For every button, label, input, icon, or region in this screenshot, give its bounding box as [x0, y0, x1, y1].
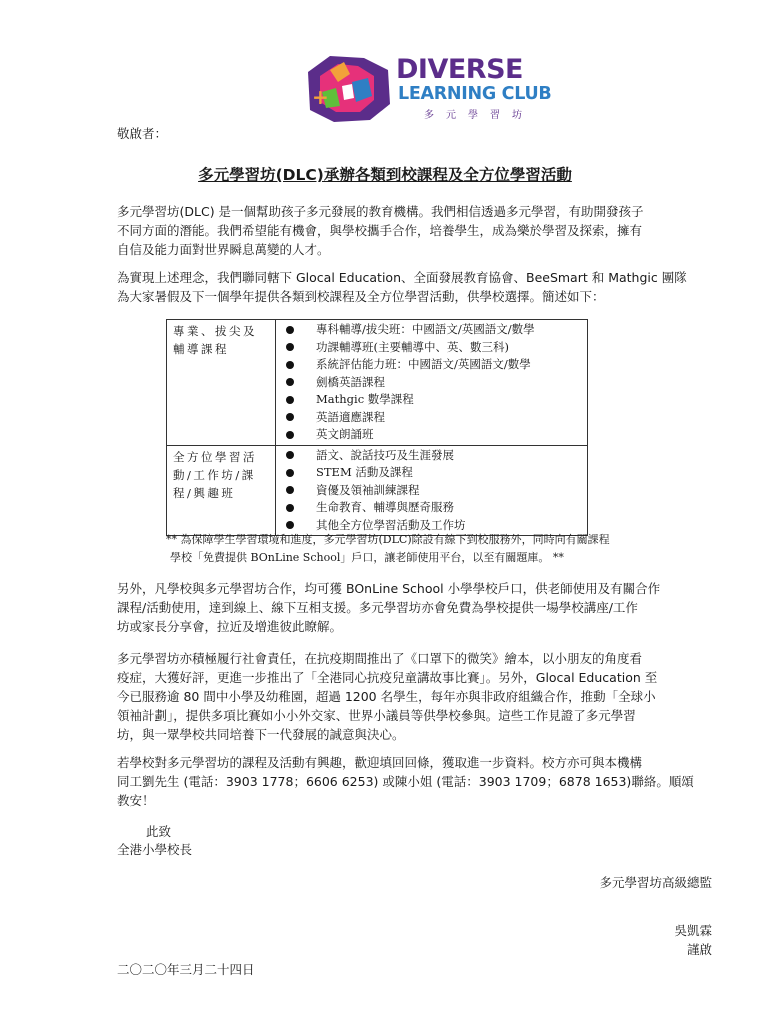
text-line: 多元學習坊(DLC) 是一個幫助孩子多元發展的教育機構。我們相信透過多元學習，有助開發孩子	[117, 204, 644, 219]
category-label: 全方位學習活	[173, 449, 257, 464]
list-item	[276, 391, 587, 409]
bullet-icon	[286, 396, 294, 404]
signature-word: 謹啟	[686, 942, 712, 957]
item-label: 劍橋英語課程	[316, 374, 385, 389]
text-line: 另外，凡學校與多元學習坊合作，均可獲 BOnLine School 小學學校戶口，供老師使用及有關合作	[117, 581, 661, 596]
social-responsibility-paragraph	[117, 649, 657, 744]
list-item	[276, 426, 587, 444]
bullet-icon	[286, 504, 294, 512]
text-line: 多元學習坊亦積極履行社會責任，在抗疫期間推出了《口罩下的微笑》繪本，以小朋友的角度看	[117, 651, 643, 666]
list-item	[276, 464, 587, 482]
list-item	[276, 374, 587, 392]
logo-title: DIVERSE	[396, 54, 523, 85]
item-label: 系統評估能力班：中國語文/英國語文/數學	[316, 357, 531, 371]
category-label: 輔導課程	[173, 342, 229, 356]
text-line: 今已服務逾 80 間中小學及幼稚園，超過 1200 名學生，每年亦與非政府組織合作，推動「全球小	[117, 689, 656, 704]
item-label: 專科輔導/拔尖班：中國語文/英國語文/數學	[316, 322, 535, 336]
bullet-icon	[286, 521, 294, 529]
sender-name: 吳凱霖	[674, 923, 712, 938]
intro-paragraph	[117, 202, 644, 259]
bullet-icon	[286, 451, 294, 459]
bullet-icon	[286, 343, 294, 351]
text-line: 坊，與一眾學校共同培養下一代發展的誠意與決心。	[117, 727, 405, 742]
mission-paragraph	[117, 268, 687, 306]
text-line: 為實現上述理念，我們聯同轄下 Glocal Education、全面發展教育協會、BeeSmart 和 Mathgic 團隊	[117, 270, 687, 285]
text-line: 坊或家長分享會，拉近及增進彼此瞭解。	[117, 619, 343, 634]
list-item	[276, 356, 587, 374]
letter-title: 多元學習坊(DLC)承辦各類到校課程及全方位學習活動	[198, 166, 572, 184]
closing-line: 此致	[146, 824, 172, 839]
note-line: ** 為保障學生學習環境和進度，多元學習坊(DLC)除設有線下到校服務外，同時向有關課程	[166, 533, 610, 546]
items-cell	[276, 445, 588, 536]
text-line: 同工劉先生 (電話：3903 1778；6606 6253) 或陳小姐 (電話：3903 1709；6878 1653)聯絡。順頌	[117, 774, 694, 789]
bullet-icon	[286, 378, 294, 386]
list-item	[276, 482, 587, 500]
letter-date: 二〇二〇年三月二十四日	[117, 962, 255, 977]
bullet-icon	[286, 361, 294, 369]
svg-text:+: +	[312, 85, 329, 109]
item-label: 其他全方位學習活動及工作坊	[316, 517, 466, 532]
item-label: 英文朗誦班	[316, 427, 374, 441]
logo-chinese-name: 多元學習坊	[424, 110, 534, 121]
text-line: 若學校對多元學習坊的課程及活動有興趣，歡迎填回回條，獲取進一步資料。校方亦可與本機構	[117, 755, 643, 770]
salutation: 敬啟者：	[117, 126, 168, 141]
item-label: 生命教育、輔導與歷奇服務	[316, 500, 454, 514]
category-cell	[167, 445, 276, 536]
items-cell	[276, 320, 588, 446]
text-line: 自信及能力面對世界瞬息萬變的人才。	[117, 242, 330, 257]
text-line: 教安！	[117, 793, 155, 808]
contact-paragraph	[117, 753, 694, 810]
bullet-icon	[286, 413, 294, 421]
list-item	[276, 499, 587, 517]
note-line: 學校「免費提供 BOnLine School」戶口，讓老師使用平台，以至有關題庫。 **	[170, 550, 564, 564]
item-label: 資優及領袖訓練課程	[316, 482, 420, 497]
category-cell	[167, 320, 276, 446]
bullet-icon	[286, 486, 294, 494]
list-item	[276, 321, 587, 339]
table-note	[166, 531, 610, 566]
list-item	[276, 447, 587, 465]
table-row	[167, 320, 588, 446]
logo-emblem-icon	[300, 52, 394, 124]
sender-title: 多元學習坊高級總監	[599, 875, 712, 890]
list-item	[276, 339, 587, 357]
table-row	[167, 445, 588, 536]
online-school-paragraph	[117, 579, 660, 636]
text-line: 為大家暑假及下一個學年提供各類到校課程及全方位學習活動，供學校選擇。簡述如下：	[117, 289, 605, 304]
item-label: 語文、說話技巧及生涯發展	[316, 447, 454, 462]
category-label: 動/工作坊/課	[173, 467, 256, 482]
recipient-line: 全港小學校長	[117, 842, 193, 857]
category-label: 專業、拔尖及	[173, 324, 257, 338]
text-line: 課程/活動使用，達到線上、線下互相支援。多元學習坊亦會免費為學校提供一場學校講座/工作	[117, 600, 638, 615]
item-label: 功課輔導班(主要輔導中、英、數三科)	[316, 339, 509, 354]
list-item	[276, 409, 587, 427]
text-line: 疫症，大獲好評，更進一步推出了「全港同心抗疫兒童講故事比賽」。另外，Glocal Education 至	[117, 670, 658, 685]
logo-subtitle: LEARNING CLUB	[398, 84, 552, 104]
text-line: 領袖計劃」，提供多項比賽如小小外交家、世界小議員等供學校參與。這些工作見證了多元學習	[117, 708, 636, 723]
item-label: STEM 活動及課程	[316, 465, 413, 479]
bullet-icon	[286, 326, 294, 334]
item-label: 英語適應課程	[316, 409, 385, 424]
program-table	[166, 319, 588, 536]
item-label: Mathgic 數學課程	[316, 392, 414, 406]
text-line: 不同方面的潛能。我們希望能有機會，與學校攜手合作，培養學生，成為樂於學習及探索，擁有	[117, 223, 643, 238]
category-label: 程/興趣班	[173, 485, 236, 500]
logo	[300, 52, 552, 124]
bullet-icon	[286, 469, 294, 477]
bullet-icon	[286, 431, 294, 439]
